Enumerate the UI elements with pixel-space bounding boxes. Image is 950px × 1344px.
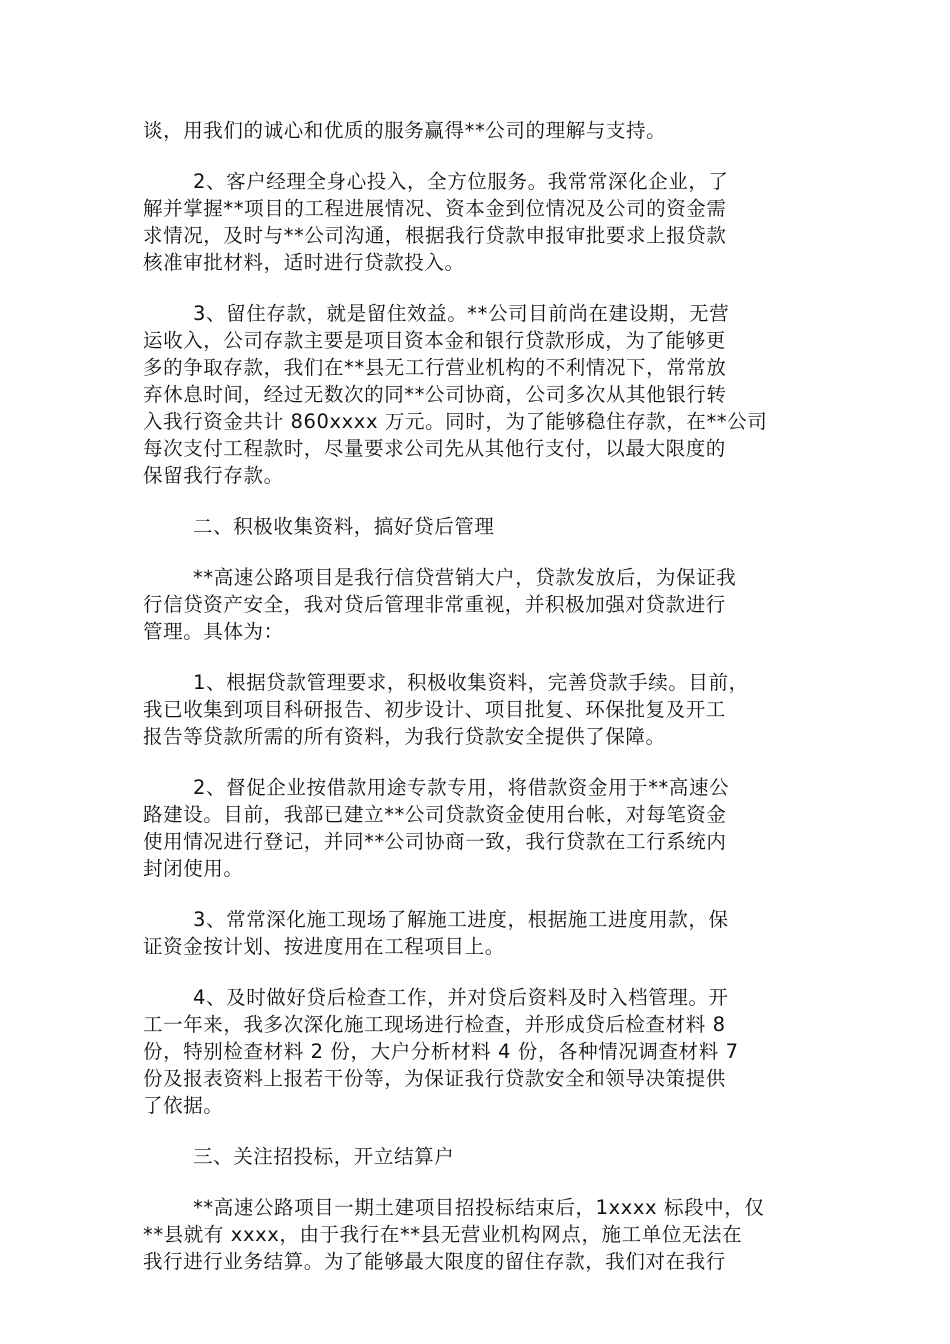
text-line: 二、积极收集资料，搞好贷后管理 xyxy=(193,515,495,538)
text-line: 封闭使用。 xyxy=(143,857,244,880)
text-line: 证资金按计划、按进度用在工程项目上。 xyxy=(143,935,505,958)
document-page xyxy=(143,117,807,1299)
text-line: 解并掌握**项目的工程进展情况、资本金到位情况及公司的资金需 xyxy=(143,197,727,220)
text-line: **高速公路项目一期土建项目招投标结束后，1xxxx 标段中，仅 xyxy=(193,1196,765,1219)
text-line: 多的争取存款，我们在**县无工行营业机构的不利情况下，常常放 xyxy=(143,356,727,379)
text-line: 1、根据贷款管理要求，积极收集资料，完善贷款手续。目前， xyxy=(193,671,749,694)
paragraph xyxy=(143,564,807,645)
text-line: 核准审批材料，适时进行贷款投入。 xyxy=(143,251,465,274)
text-line: 2、督促企业按借款用途专款专用，将借款资金用于**高速公 xyxy=(193,776,730,799)
text-line: 使用情况进行登记，并同**公司协商一致，我行贷款在工行系统内 xyxy=(143,830,727,853)
text-line: 了依据。 xyxy=(143,1094,224,1117)
text-line: 我已收集到项目科研报告、初步设计、项目批复、环保批复及开工 xyxy=(143,698,726,721)
text-line: 3、留住存款，就是留住效益。**公司目前尚在建设期，无营 xyxy=(193,302,730,325)
paragraph xyxy=(143,774,807,882)
paragraph xyxy=(143,906,807,960)
text-line: 份及报表资料上报若干份等，为保证我行贷款安全和领导决策提供 xyxy=(143,1067,726,1090)
text-line: 工一年来，我多次深化施工现场进行检查，并形成贷后检查材料 8 xyxy=(143,1013,726,1036)
text-line: 份，特别检查材料 2 份，大户分析材料 4 份，各种情况调查材料 7 xyxy=(143,1040,739,1063)
text-line: 3、常常深化施工现场了解施工进度，根据施工进度用款，保 xyxy=(193,908,729,931)
paragraph xyxy=(143,117,807,144)
paragraph xyxy=(143,669,807,750)
paragraph xyxy=(143,984,807,1119)
text-line: 每次支付工程款时，尽量要求公司先从其他行支付，以最大限度的 xyxy=(143,437,726,460)
paragraph xyxy=(143,1194,807,1275)
paragraph xyxy=(143,168,807,276)
text-line: 4、及时做好贷后检查工作，并对贷后资料及时入档管理。开 xyxy=(193,986,729,1009)
text-line: 求情况，及时与**公司沟通，根据我行贷款申报审批要求上报贷款 xyxy=(143,224,727,247)
text-line: 运收入，公司存款主要是项目资本金和银行贷款形成，为了能够更 xyxy=(143,329,726,352)
text-line: 管理。具体为： xyxy=(143,620,284,643)
text-line: 三、关注招投标，开立结算户 xyxy=(193,1145,455,1168)
text-line: 2、客户经理全身心投入，全方位服务。我常常深化企业，了 xyxy=(193,170,729,193)
text-line: 行信贷资产安全，我对贷后管理非常重视，并积极加强对贷款进行 xyxy=(143,593,726,616)
text-line: 弃休息时间，经过无数次的同**公司协商，公司多次从其他银行转 xyxy=(143,383,727,406)
text-line: 路建设。目前，我部已建立**公司贷款资金使用台帐，对每笔资金 xyxy=(143,803,727,826)
section-heading xyxy=(143,513,807,540)
text-line: 我行进行业务结算。为了能够最大限度的留住存款，我们对在我行 xyxy=(143,1250,726,1273)
text-line: 入我行资金共计 860xxxx 万元。同时，为了能够稳住存款，在**公司 xyxy=(143,410,768,433)
text-line: 谈，用我们的诚心和优质的服务赢得**公司的理解与支持。 xyxy=(143,119,667,142)
text-line: 报告等贷款所需的所有资料，为我行贷款安全提供了保障。 xyxy=(143,725,666,748)
text-line: **高速公路项目是我行信贷营销大户，贷款发放后，为保证我 xyxy=(193,566,737,589)
text-line: 保留我行存款。 xyxy=(143,464,284,487)
text-line: **县就有 xxxx，由于我行在**县无营业机构网点，施工单位无法在 xyxy=(143,1223,743,1246)
paragraph xyxy=(143,300,807,489)
section-heading xyxy=(143,1143,807,1170)
